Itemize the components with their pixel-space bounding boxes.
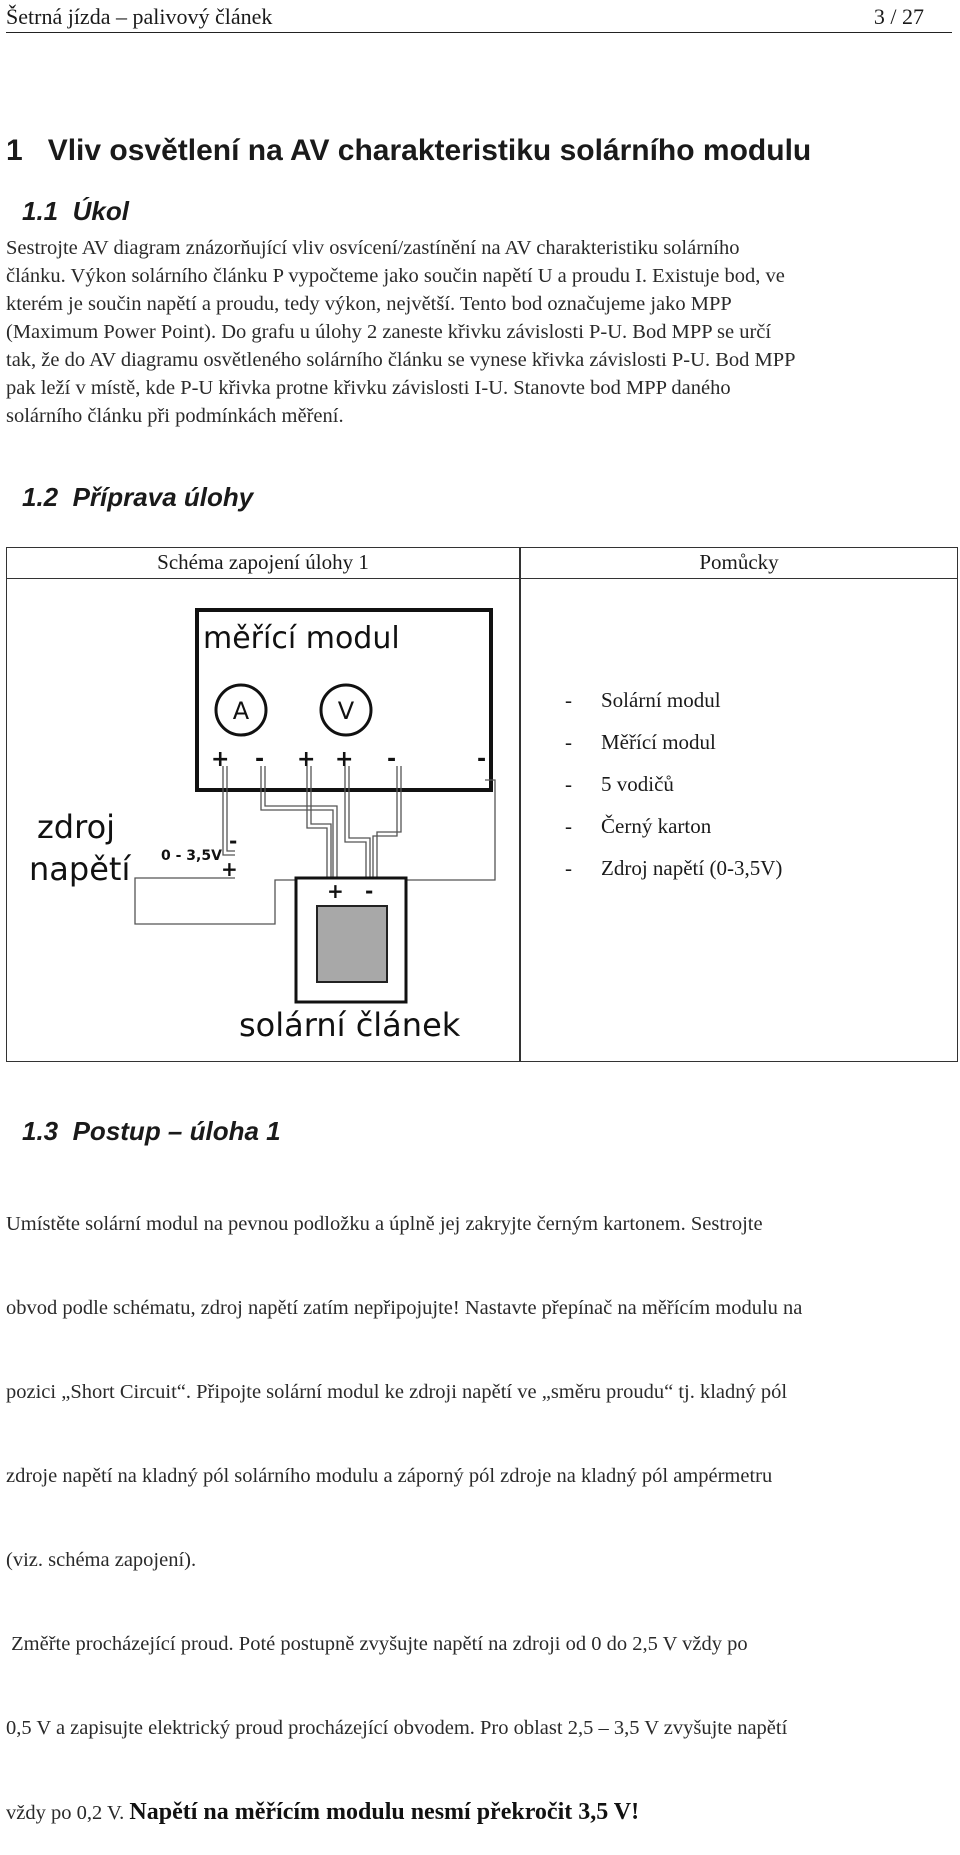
- ammeter-label: A: [232, 697, 250, 725]
- cell-plus: +: [327, 879, 344, 903]
- aid-item: Solární modul: [601, 688, 721, 712]
- task-line: pak leží v místě, kde P-U křivka protne křivku závislosti I-U. Stanovte bod MPP daného: [6, 377, 731, 399]
- procedure-line: 0,5 V a zapisujte elektrický proud procházející obvodem. Pro oblast 2,5 – 3,5 V zvyšujte napětí: [6, 1717, 788, 1739]
- cell-label: solární článek: [239, 1006, 461, 1044]
- list-dash: -: [565, 772, 572, 796]
- module-label: měřící modul: [203, 621, 400, 656]
- prep-heading: 1.2 Příprava úlohy: [22, 482, 254, 512]
- terminal-minus: -: [255, 747, 265, 772]
- list-item: [565, 688, 782, 730]
- header-rule: [6, 32, 952, 33]
- source-label: napětí: [29, 850, 131, 888]
- aid-item: Měřící modul: [601, 730, 716, 754]
- voltage-warning: Napětí na měřícím modulu nesmí překročit 3,5 V!: [129, 1799, 640, 1825]
- procedure-line-start: vždy po 0,2 V.: [6, 1802, 130, 1824]
- aids-column-header: Pomůcky: [699, 550, 779, 574]
- page-number: 3 / 27: [873, 4, 924, 29]
- procedure-line: Změřte procházející proud. Poté postupně zvyšujte napětí na zdroji od 0 do 2,5 V vždy po: [6, 1633, 748, 1655]
- terminal-plus: +: [297, 747, 316, 772]
- list-item: [565, 772, 782, 814]
- task-heading: 1.1 Úkol: [22, 196, 129, 226]
- list-item: [565, 856, 782, 898]
- task-paragraph: [6, 234, 952, 430]
- aids-list: [565, 688, 782, 898]
- source-minus: -: [229, 829, 238, 853]
- source-label: zdroj: [37, 808, 116, 846]
- task-line: článku. Výkon solárního článku P vypočteme jako součin napětí U a proudu I. Existuje bod, ve: [6, 265, 785, 287]
- aid-item: Zdroj napětí (0-3,5V): [601, 856, 783, 880]
- solar-cell-panel: [317, 906, 387, 982]
- task-line: solárního článku při podmínkách měření.: [6, 405, 344, 427]
- task-line: Sestrojte AV diagram znázorňující vliv osvícení/zastínění na AV charakteristiku solárního: [6, 237, 740, 259]
- voltmeter-label: V: [337, 697, 355, 725]
- terminal-minus: -: [477, 747, 487, 772]
- aid-item: 5 vodičů: [601, 772, 674, 796]
- task-line: (Maximum Power Point). Do grafu u úlohy 2 zaneste křivku závislosti P-U. Bod MPP se určí: [6, 321, 772, 343]
- list-dash: -: [565, 730, 572, 754]
- source-range: 0 - 3,5V: [161, 848, 222, 864]
- task-line: tak, že do AV diagramu osvětleného solárního článku se vynese křivka závislosti P-U. Bod MPP: [6, 349, 796, 371]
- procedure-paragraph: [6, 1154, 952, 1855]
- terminal-plus: +: [335, 747, 354, 772]
- procedure-line: Umístěte solární modul na pevnou podložku a úplně jej zakryjte černým kartonem. Sestrojte: [6, 1213, 763, 1235]
- terminal-plus: +: [211, 747, 230, 772]
- running-header: [6, 2, 950, 32]
- task-line: kterém je součin napětí a proudu, tedy výkon, největší. Tento bod označujeme jako MPP: [6, 293, 732, 315]
- circuit-diagram: [11, 580, 511, 1058]
- terminal-minus: -: [387, 747, 397, 772]
- document-title: Šetrná jízda – palivový článek: [6, 4, 273, 29]
- list-item: [565, 730, 782, 772]
- prep-table: [6, 547, 958, 1062]
- list-dash: -: [565, 856, 572, 880]
- procedure-line: obvod podle schématu, zdroj napětí zatím nepřipojujte! Nastavte přepínač na měřícím modulu na: [6, 1297, 803, 1319]
- procedure-line: [6, 1798, 952, 1827]
- source-plus: +: [221, 857, 238, 881]
- procedure-line: pozici „Short Circuit“. Připojte solární modul ke zdroji napětí ve „směru proudu“ tj. kladný pól: [6, 1381, 788, 1403]
- procedure-line: (viz. schéma zapojení).: [6, 1549, 197, 1571]
- list-dash: -: [565, 688, 572, 712]
- schema-column-header: Schéma zapojení úlohy 1: [157, 550, 369, 574]
- procedure-heading: 1.3 Postup – úloha 1: [22, 1116, 281, 1146]
- column-divider: [519, 548, 521, 1061]
- aid-item: Černý karton: [601, 814, 712, 838]
- cell-minus: -: [365, 879, 374, 903]
- list-dash: -: [565, 814, 572, 838]
- procedure-line: zdroje napětí na kladný pól solárního modulu a záporný pól zdroje na kladný pól ampérmetru: [6, 1465, 773, 1487]
- section-heading: 1 Vliv osvětlení na AV charakteristiku solárního modulu: [6, 134, 812, 167]
- list-item: [565, 814, 782, 856]
